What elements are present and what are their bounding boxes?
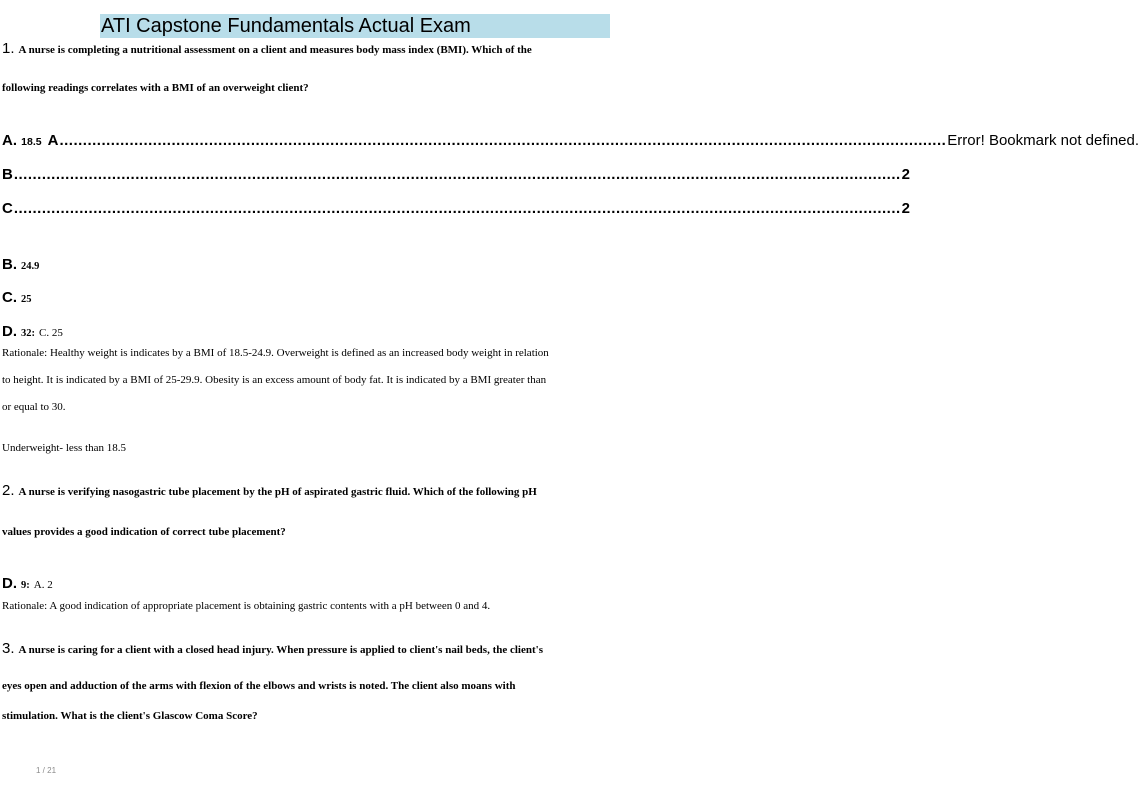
question-1-text-2: following readings correlates with a BMI of an overweight client? [2, 82, 309, 94]
question-2-number: 2. [2, 482, 15, 499]
toc-row-c[interactable] [2, 200, 911, 217]
toc-a-leader: .............................................................................................................................................................................................. [59, 132, 947, 149]
option-c-letter: C. [2, 289, 17, 306]
answer-text: C. 25 [39, 327, 63, 339]
option-b [2, 256, 39, 274]
question-1-number: 1. [2, 40, 15, 57]
toc-b-leader: .............................................................................................................................................................................................. [13, 166, 901, 183]
question-1-text-1: A nurse is completing a nutritional assessment on a client and measures body mass index (BMI). Which of the [18, 44, 532, 56]
question-2-rationale: Rationale: A good indication of appropriate placement is obtaining gastric contents with a pH between 0 and 4. [2, 600, 491, 612]
question-2-option-d [2, 575, 53, 593]
page-indicator: 1 / 21 [36, 766, 57, 775]
toc-row-b[interactable] [2, 166, 911, 183]
question-2-answer: A. 2 [33, 579, 53, 591]
option-d-value: 32: [21, 328, 35, 339]
question-3-number: 3. [2, 640, 15, 657]
rationale-line-1: Rationale: Healthy weight is indicates by a BMI of 18.5-24.9. Overweight is defined as an increased body weight in relation [2, 347, 549, 359]
toc-b-page: 2 [901, 166, 911, 183]
question-3-text-3: stimulation. What is the client's Glascow Coma Score? [2, 710, 258, 722]
toc-a-label: A [47, 132, 59, 149]
question-2-text-2: values provides a good indication of correct tube placement? [2, 526, 286, 538]
question-2-text-1: A nurse is verifying nasogastric tube placement by the pH of aspirated gastric fluid. Which of the following pH [18, 486, 537, 498]
question-2-option-d-letter: D. [2, 575, 17, 592]
question-2-line-1 [2, 482, 537, 500]
toc-c-page: 2 [901, 200, 911, 217]
option-c [2, 289, 32, 307]
toc-c-label: C [2, 200, 13, 217]
question-1-line-1 [2, 40, 532, 58]
option-a-letter: A. [2, 132, 17, 149]
rationale-line-3: or equal to 30. [2, 401, 66, 413]
toc-a-page: Error! Bookmark not defined. [947, 132, 1139, 149]
toc-row-a[interactable] [2, 132, 1139, 149]
rationale-line-2: to height. It is indicated by a BMI of 25-29.9. Obesity is an excess amount of body fat. It is indicated by a BMI greater than [2, 374, 547, 386]
option-b-letter: B. [2, 256, 17, 273]
toc-c-leader: .............................................................................................................................................................................................. [13, 200, 901, 217]
question-3-line-1 [2, 640, 543, 658]
option-d-letter: D. [2, 323, 17, 340]
option-d [2, 323, 63, 341]
option-a-value: 18.5 [21, 136, 42, 148]
question-3-text-1: A nurse is caring for a client with a closed head injury. When pressure is applied to client's nail beds, the client's [18, 644, 543, 656]
toc-b-label: B [2, 166, 13, 183]
question-2-option-d-value: 9: [21, 580, 30, 591]
option-a-label [2, 132, 42, 149]
question-3-text-2: eyes open and adduction of the arms with flexion of the elbows and wrists is noted. The client also moans with [2, 680, 516, 692]
option-b-value: 24.9 [21, 261, 40, 272]
document-title: ATI Capstone Fundamentals Actual Exam [100, 14, 610, 38]
underweight-note: Underweight- less than 18.5 [2, 442, 127, 454]
option-c-value: 25 [21, 294, 32, 305]
